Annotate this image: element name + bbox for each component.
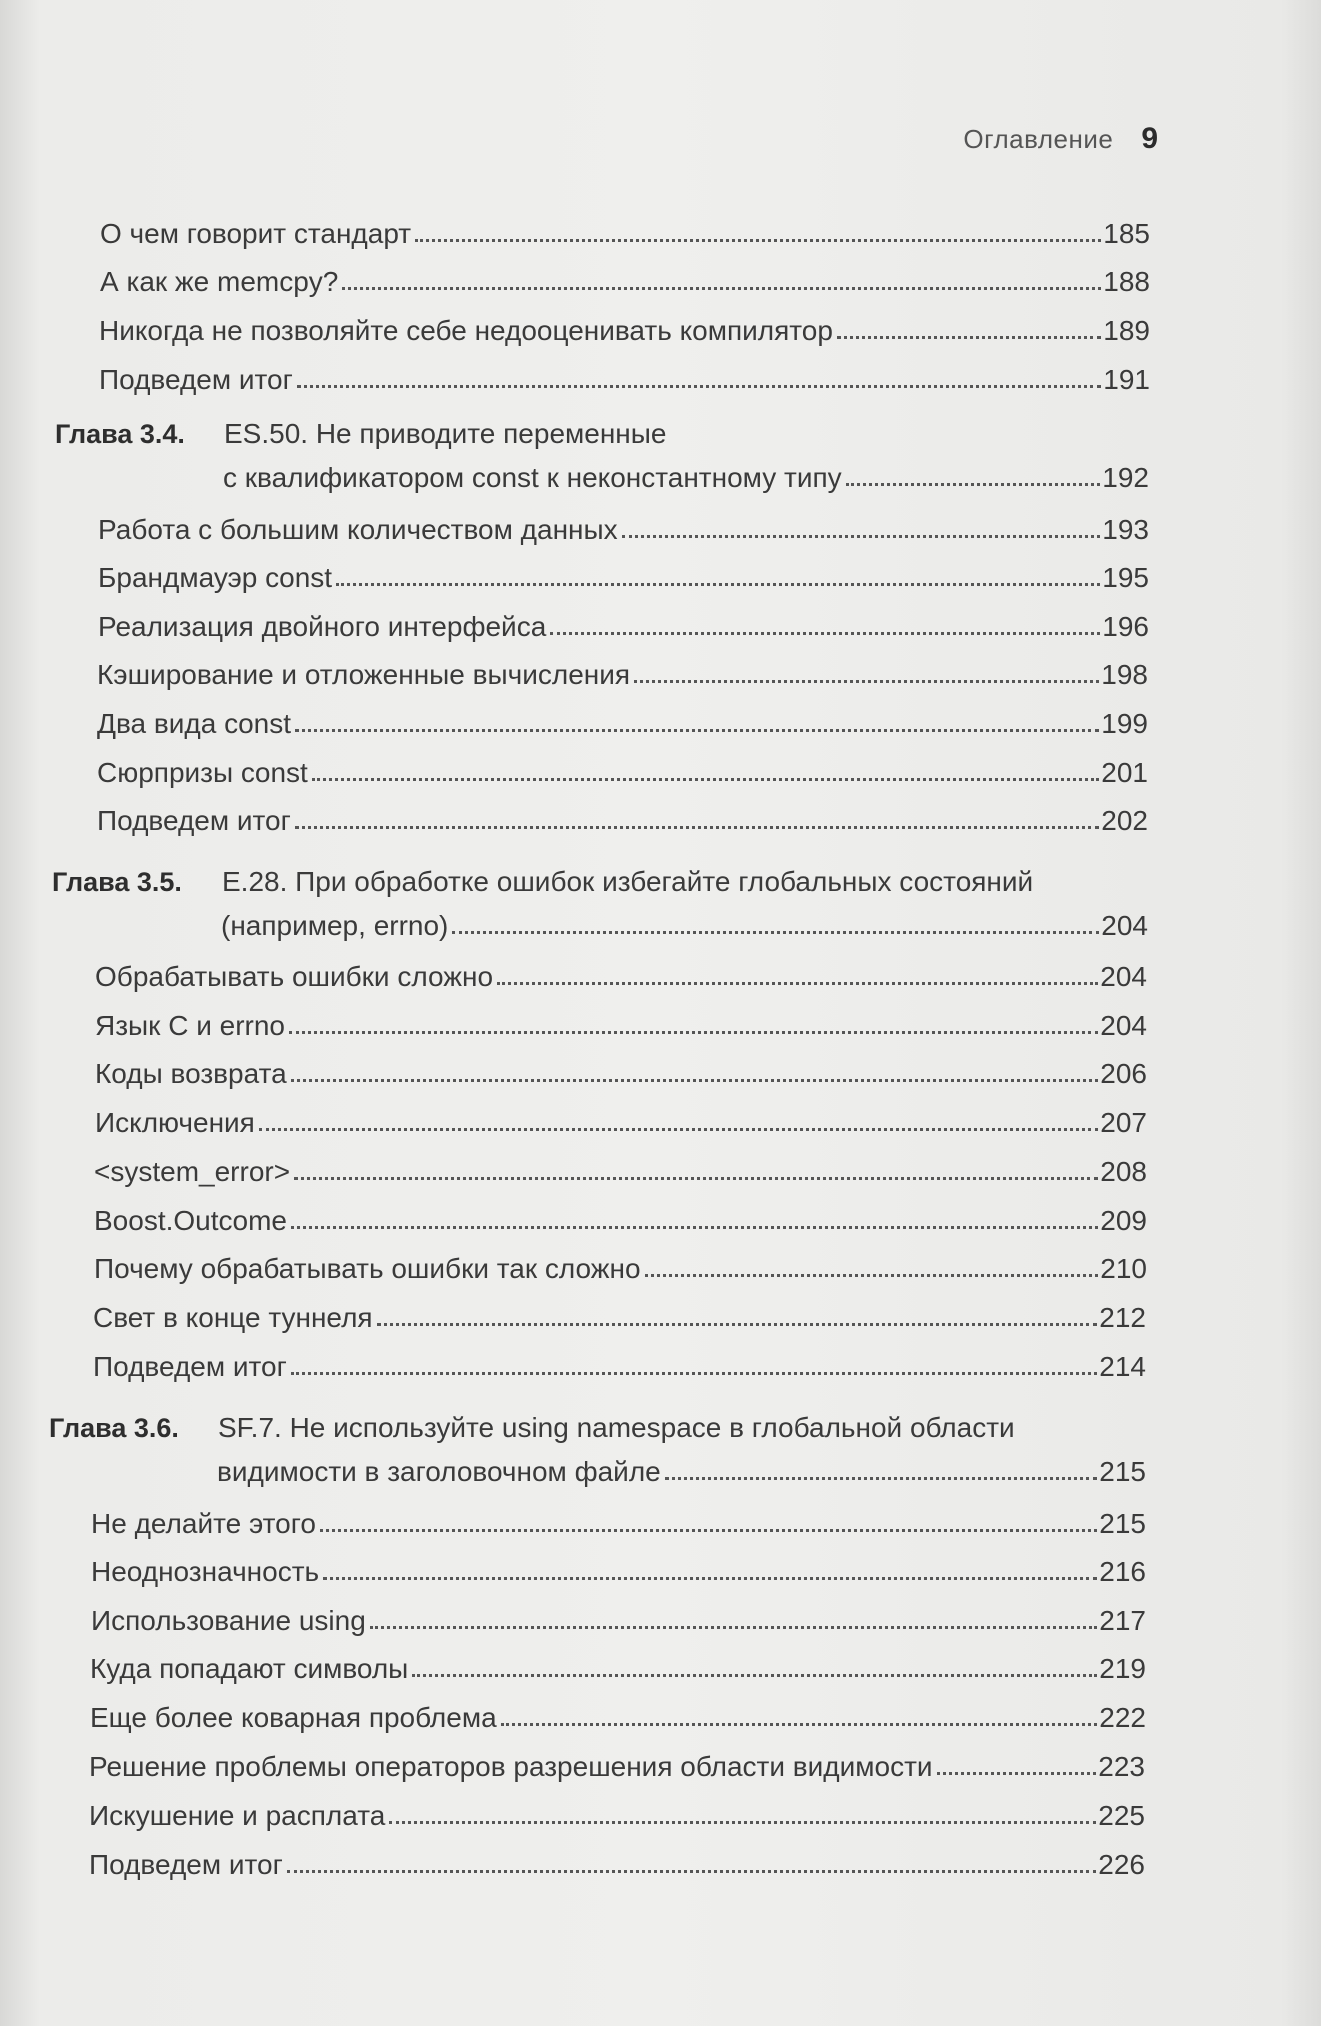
toc-entry	[97, 792, 1148, 838]
toc-entry-title: О чем говорит стандарт	[100, 218, 412, 249]
toc-entry-title: А как же memcpy?	[100, 266, 339, 297]
toc-entry-title: Работа с большим количеством данных	[98, 514, 618, 545]
chapter-page: 192	[1102, 462, 1149, 493]
toc-entry-title: Подведем итог	[99, 364, 293, 395]
toc-entry-page: 223	[1098, 1751, 1145, 1782]
toc-entry-page: 204	[1100, 1010, 1147, 1041]
toc-entry-page: 217	[1099, 1605, 1146, 1636]
toc-entry	[97, 646, 1148, 692]
toc-entry	[91, 1543, 1146, 1589]
toc-entry-title: Искушение и расплата	[89, 1800, 386, 1831]
toc-entry-title: Решение проблемы операторов разрешения области видимости	[89, 1751, 933, 1782]
toc-entry-page: 189	[1103, 315, 1150, 346]
chapter-title-line: E.28. При обработке ошибок избегайте глобальных состояний	[222, 866, 1034, 897]
dot-leader	[550, 632, 1100, 635]
dot-leader	[412, 1674, 1097, 1677]
dot-leader	[837, 336, 1101, 339]
dot-leader	[501, 1723, 1098, 1726]
toc-entry-title: Коды возврата	[95, 1058, 287, 1089]
dot-leader	[452, 931, 1099, 934]
toc-entry-title: Подведем итог	[93, 1351, 287, 1382]
toc-entry	[98, 501, 1149, 547]
toc-entry-page: 196	[1102, 611, 1149, 642]
toc-entry-title: Никогда не позволяйте себе недооценивать компилятор	[99, 315, 833, 346]
toc-entry-page: 208	[1100, 1156, 1147, 1187]
dot-leader	[634, 680, 1099, 683]
toc-entry-page: 219	[1099, 1653, 1146, 1684]
toc-entry-title: Подведем итог	[97, 805, 291, 836]
toc-entry-page: 210	[1100, 1253, 1147, 1284]
toc-entry-page: 226	[1098, 1849, 1145, 1880]
dot-leader	[294, 1177, 1098, 1180]
toc-entry	[91, 1592, 1146, 1638]
dot-leader	[323, 1577, 1097, 1580]
toc-entry	[100, 253, 1150, 299]
toc-entry-page: 222	[1099, 1702, 1146, 1733]
toc-entry-page: 209	[1100, 1205, 1147, 1236]
page-number: 9	[1141, 122, 1158, 155]
chapter-label: Глава 3.6.	[49, 1413, 179, 1443]
toc-entry-title: Реализация двойного интерфейса	[98, 611, 547, 642]
toc-entry-title: Почему обрабатывать ошибки так сложно	[94, 1253, 641, 1284]
toc-entry	[97, 695, 1148, 741]
running-header	[918, 122, 1158, 166]
toc-entry-title: Использование using	[91, 1605, 366, 1636]
toc-entry-title: Брандмауэр const	[98, 562, 333, 593]
dot-leader	[342, 287, 1101, 290]
dot-leader	[377, 1323, 1098, 1326]
dot-leader	[287, 1870, 1096, 1873]
toc-entry-title: Кэширование и отложенные вычисления	[97, 659, 631, 690]
toc-entry-page: 206	[1100, 1058, 1147, 1089]
dot-leader	[846, 483, 1101, 486]
chapter-title-row	[221, 897, 1148, 943]
toc-entry-title: Сюрпризы const	[97, 757, 308, 788]
dot-leader	[295, 826, 1099, 829]
dot-leader	[291, 1079, 1099, 1082]
toc-entry	[100, 205, 1150, 251]
toc-entry	[98, 598, 1149, 644]
dot-leader	[289, 1031, 1098, 1034]
toc-entry-page: 191	[1103, 364, 1150, 395]
toc-entry	[89, 1787, 1145, 1833]
toc-entry-page: 188	[1103, 266, 1150, 297]
dot-leader	[297, 385, 1101, 388]
toc-entry-title: Обрабатывать ошибки сложно	[95, 961, 494, 992]
toc-entry	[95, 1094, 1147, 1140]
toc-entry-page: 195	[1102, 562, 1149, 593]
toc-entry	[99, 351, 1150, 397]
toc-entry	[89, 1738, 1145, 1784]
toc-entry	[98, 549, 1149, 595]
toc-entry	[94, 1240, 1147, 1286]
toc-entry	[94, 1143, 1147, 1189]
toc-entry-title: Свет в конце туннеля	[93, 1302, 373, 1333]
toc-entry	[93, 1338, 1146, 1384]
toc-entry-title: Язык C и errno	[95, 1010, 285, 1041]
dot-leader	[665, 1477, 1098, 1480]
toc-entry-page: 193	[1102, 514, 1149, 545]
chapter-title-line: с квалификатором const к неконстантному типу	[223, 462, 842, 493]
chapter-title-line: (например, errno)	[221, 910, 449, 941]
toc-entry	[95, 948, 1147, 994]
chapter-title-line: видимости в заголовочном файле	[217, 1456, 661, 1487]
toc-entry-page: 225	[1098, 1800, 1145, 1831]
toc-entry	[94, 1192, 1147, 1238]
chapter-label: Глава 3.5.	[52, 867, 182, 897]
toc-entry-title: Неоднозначность	[91, 1556, 320, 1587]
toc-entry-title: <system_error>	[94, 1156, 291, 1187]
dot-leader	[312, 778, 1099, 781]
toc-entry	[97, 744, 1148, 790]
chapter-title-line: ES.50. Не приводите переменные	[224, 418, 667, 449]
toc-entry-page: 216	[1099, 1556, 1146, 1587]
toc-entry-title: Куда попадают символы	[90, 1653, 409, 1684]
toc-entry	[90, 1640, 1146, 1686]
toc-entry	[93, 1289, 1146, 1335]
dot-leader	[645, 1274, 1099, 1277]
toc-entry-page: 204	[1100, 961, 1147, 992]
toc-entry-page: 215	[1099, 1508, 1146, 1539]
dot-leader	[497, 982, 1098, 985]
chapter-title-line: SF.7. Не используйте using namespace в глобальной области	[218, 1412, 1015, 1443]
dot-leader	[259, 1128, 1098, 1131]
toc-entry-title: Исключения	[95, 1107, 255, 1138]
chapter-page: 204	[1101, 910, 1148, 941]
chapter-title-row	[223, 449, 1149, 495]
chapter-label: Глава 3.4.	[55, 419, 185, 449]
toc-entry	[95, 1045, 1147, 1091]
toc-entry-page: 199	[1101, 708, 1148, 739]
toc-entry	[99, 302, 1150, 348]
toc-entry-title: Не делайте этого	[91, 1508, 316, 1539]
dot-leader	[291, 1372, 1097, 1375]
dot-leader	[295, 729, 1099, 732]
toc-entry-page: 212	[1099, 1302, 1146, 1333]
toc-entry	[89, 1836, 1145, 1882]
toc-entry	[90, 1689, 1146, 1735]
toc-entry	[95, 997, 1147, 1043]
toc-entry-page: 185	[1103, 218, 1150, 249]
toc-entry-title: Два вида const	[97, 708, 292, 739]
dot-leader	[389, 1821, 1096, 1824]
toc-entry-page: 201	[1101, 757, 1148, 788]
running-title: Оглавление	[963, 124, 1114, 154]
toc-entry-page: 198	[1101, 659, 1148, 690]
toc-entry-page: 202	[1101, 805, 1148, 836]
dot-leader	[320, 1529, 1097, 1532]
dot-leader	[415, 239, 1101, 242]
toc-entry-page: 214	[1099, 1351, 1146, 1382]
chapter-title-row	[217, 1443, 1146, 1489]
dot-leader	[622, 535, 1101, 538]
dot-leader	[291, 1226, 1098, 1229]
dot-leader	[370, 1626, 1097, 1629]
dot-leader	[336, 583, 1100, 586]
toc-entry-title: Еще более коварная проблема	[90, 1702, 497, 1733]
toc-entry-page: 207	[1100, 1107, 1147, 1138]
toc-entry-title: Подведем итог	[89, 1849, 283, 1880]
dot-leader	[937, 1772, 1097, 1775]
toc-entry-title: Boost.Outcome	[94, 1205, 287, 1236]
toc-entry	[91, 1495, 1146, 1541]
chapter-page: 215	[1099, 1456, 1146, 1487]
